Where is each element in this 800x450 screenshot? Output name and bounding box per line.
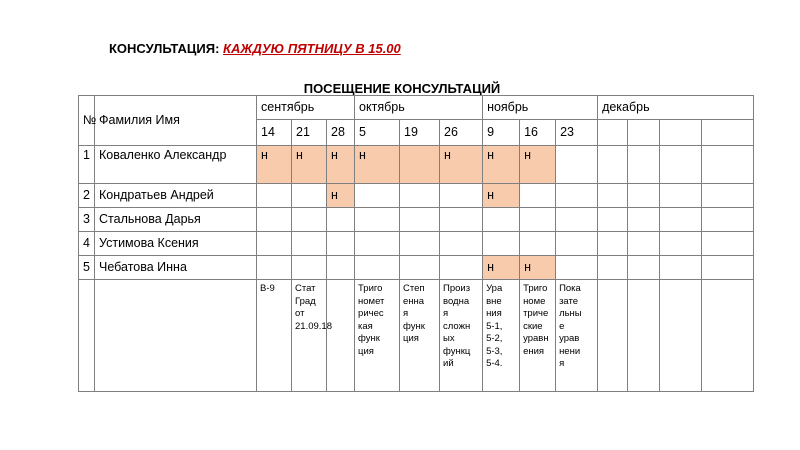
day-header	[598, 120, 628, 146]
month-header: октябрь	[355, 96, 483, 120]
topic-cell	[327, 280, 355, 392]
month-header: декабрь	[598, 96, 754, 120]
day-header: 5	[355, 120, 400, 146]
attendance-cell	[440, 184, 483, 208]
attendance-cell	[660, 184, 702, 208]
day-header	[660, 120, 702, 146]
attendance-cell	[556, 208, 598, 232]
attendance-cell	[598, 256, 628, 280]
attendance-cell: н	[355, 146, 400, 184]
student-number: 5	[79, 256, 95, 280]
topic-cell: Пока зате льны е урав нени я	[556, 280, 598, 392]
attendance-cell	[598, 208, 628, 232]
student-row	[79, 232, 754, 256]
day-header	[702, 120, 754, 146]
attendance-cell	[257, 208, 292, 232]
student-row	[79, 146, 754, 184]
attendance-cell	[556, 256, 598, 280]
student-name: Коваленко Александр	[95, 146, 257, 184]
attendance-cell	[327, 232, 355, 256]
attendance-cell	[702, 208, 754, 232]
topic-cell	[628, 280, 660, 392]
attendance-cell	[660, 146, 702, 184]
student-number: 4	[79, 232, 95, 256]
attendance-cell	[660, 208, 702, 232]
attendance-cell	[440, 256, 483, 280]
attendance-cell	[520, 184, 556, 208]
table-title: ПОСЕЩЕНИЕ КОНСУЛЬТАЦИЙ	[303, 81, 501, 96]
student-row	[79, 256, 754, 280]
attendance-cell	[292, 256, 327, 280]
attendance-cell	[520, 232, 556, 256]
attendance-cell	[483, 208, 520, 232]
month-header: ноябрь	[483, 96, 598, 120]
attendance-cell	[598, 232, 628, 256]
attendance-cell	[400, 256, 440, 280]
attendance-cell	[598, 146, 628, 184]
attendance-cell: н	[520, 256, 556, 280]
month-header: сентябрь	[257, 96, 355, 120]
student-row	[79, 208, 754, 232]
attendance-cell	[292, 184, 327, 208]
attendance-cell: н	[257, 146, 292, 184]
attendance-cell: н	[327, 184, 355, 208]
day-header: 28	[327, 120, 355, 146]
attendance-cell	[400, 232, 440, 256]
attendance-cell	[440, 232, 483, 256]
day-header: 23	[556, 120, 598, 146]
day-header: 26	[440, 120, 483, 146]
attendance-cell	[660, 232, 702, 256]
day-header: 16	[520, 120, 556, 146]
attendance-cell	[257, 232, 292, 256]
name-header: Фамилия Имя	[95, 96, 257, 146]
student-name: Устимова Ксения	[95, 232, 257, 256]
num-header: №	[79, 96, 95, 146]
attendance-cell	[556, 184, 598, 208]
attendance-cell	[355, 208, 400, 232]
day-header: 14	[257, 120, 292, 146]
empty-cell	[79, 280, 95, 392]
attendance-cell	[628, 208, 660, 232]
topic-cell	[598, 280, 628, 392]
attendance-cell	[327, 256, 355, 280]
attendance-cell	[702, 184, 754, 208]
attendance-cell	[400, 208, 440, 232]
attendance-cell: н	[327, 146, 355, 184]
attendance-cell	[257, 256, 292, 280]
attendance-cell	[257, 184, 292, 208]
consultation-schedule: КАЖДУЮ ПЯТНИЦУ В 15.00	[223, 41, 401, 56]
attendance-cell	[628, 256, 660, 280]
attendance-table	[78, 95, 754, 392]
student-row	[79, 184, 754, 208]
attendance-cell: н	[483, 184, 520, 208]
attendance-cell	[483, 232, 520, 256]
topic-cell: Степ енна я функ ция	[400, 280, 440, 392]
attendance-cell	[556, 146, 598, 184]
attendance-cell	[628, 184, 660, 208]
attendance-cell	[327, 208, 355, 232]
day-header: 21	[292, 120, 327, 146]
attendance-cell	[556, 232, 598, 256]
day-header: 19	[400, 120, 440, 146]
student-number: 1	[79, 146, 95, 184]
attendance-cell	[702, 146, 754, 184]
day-header	[628, 120, 660, 146]
topic-cell: Произ водна я сложн ых функц ий	[440, 280, 483, 392]
attendance-cell	[628, 146, 660, 184]
attendance-cell: н	[520, 146, 556, 184]
attendance-cell	[355, 232, 400, 256]
attendance-cell: н	[440, 146, 483, 184]
attendance-cell	[292, 208, 327, 232]
attendance-cell: н	[483, 256, 520, 280]
attendance-cell	[400, 184, 440, 208]
consultation-heading	[109, 41, 401, 56]
empty-cell	[95, 280, 257, 392]
attendance-cell	[400, 146, 440, 184]
attendance-cell	[520, 208, 556, 232]
topic-cell: Стат Град от 21.09.18	[292, 280, 327, 392]
attendance-cell: н	[292, 146, 327, 184]
attendance-cell	[702, 256, 754, 280]
student-name: Стальнова Дарья	[95, 208, 257, 232]
student-name: Кондратьев Андрей	[95, 184, 257, 208]
attendance-cell	[355, 184, 400, 208]
attendance-cell	[702, 232, 754, 256]
header-row	[79, 96, 754, 120]
topics-row	[79, 280, 754, 392]
consultation-label: КОНСУЛЬТАЦИЯ:	[109, 41, 220, 56]
attendance-cell	[598, 184, 628, 208]
attendance-cell	[355, 256, 400, 280]
topic-cell: Ура вне ния 5-1, 5-2, 5-3, 5-4.	[483, 280, 520, 392]
topic-cell: Триго номет ричес кая функ ция	[355, 280, 400, 392]
topic-cell: В-9	[257, 280, 292, 392]
student-number: 3	[79, 208, 95, 232]
attendance-cell	[292, 232, 327, 256]
attendance-cell: н	[483, 146, 520, 184]
topic-cell: Триго номе триче ские уравн ения	[520, 280, 556, 392]
day-header: 9	[483, 120, 520, 146]
student-number: 2	[79, 184, 95, 208]
attendance-cell	[628, 232, 660, 256]
attendance-cell	[660, 256, 702, 280]
topic-cell	[702, 280, 754, 392]
topic-cell	[660, 280, 702, 392]
attendance-cell	[440, 208, 483, 232]
student-name: Чебатова Инна	[95, 256, 257, 280]
